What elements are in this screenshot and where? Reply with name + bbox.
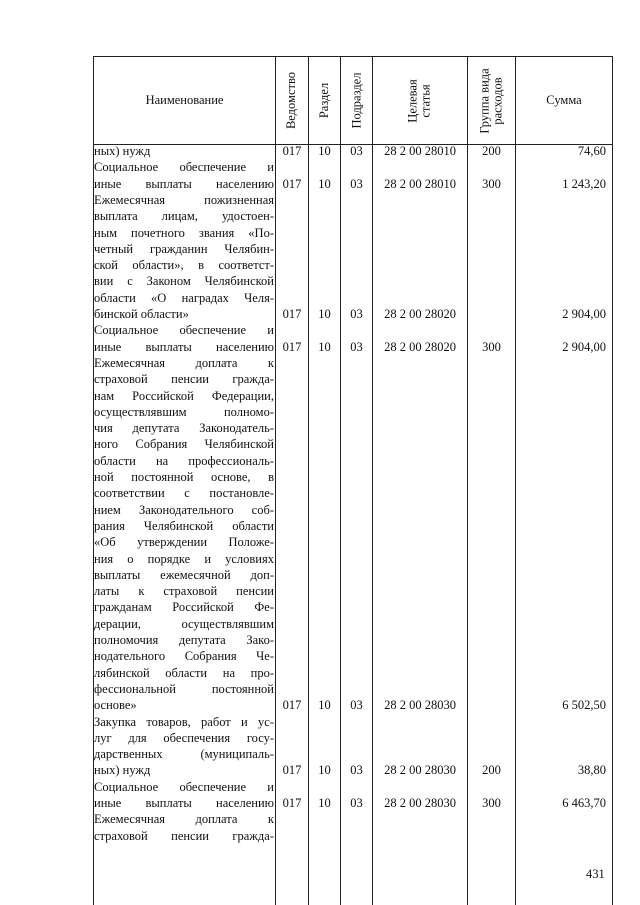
header-target-line2: статья [419,83,433,118]
name-text-line: Закупка товаров, работ и ус- [94,714,274,729]
name-text-line: выплаты ежемесячной доп- [94,567,274,582]
cell-dept: 017 [282,796,302,810]
header-sum-label: Сумма [546,93,582,107]
cell-subsection: 03 [350,796,363,810]
name-text-line: дерации, осуществлявшим [94,616,274,631]
cell-target: 28 2 00 28030 [384,796,456,810]
name-text-line: основе» [94,698,137,713]
cell-subsection: 03 [350,176,363,191]
name-text-line: ной постоянной основе, в [94,470,274,484]
cell-target: 28 2 00 28020 [384,307,456,321]
cell-target: 28 2 00 28030 [384,763,456,778]
name-text-line: ного Собрания Челябинской [94,437,274,452]
name-text-line: фессиональной постоянной [94,681,274,696]
header-sum [516,57,612,144]
cell-dept: 017 [282,144,302,158]
cell-target: 28 2 00 28020 [384,339,456,354]
name-text-line: дарственных (муниципаль- [94,747,274,762]
cell-expense-group [468,306,515,322]
cell-sum: 6 502,50 [562,698,606,713]
name-text-line: Социальное обеспечение и [94,779,274,794]
name-text-line: ных) нужд [94,144,151,158]
cell-target: 28 2 00 28010 [384,176,456,191]
name-text-line: вии с Законом Челябинской [94,274,274,289]
cell-dept: 017 [282,176,302,191]
name-text-line: Ежемесячная пожизненная [94,192,274,207]
cell-target: 28 2 00 28030 [384,698,456,713]
name-text-line: луг для обеспечения госу- [94,730,274,745]
page-number: 431 [586,867,605,881]
cell-expense-group: 200 [482,763,501,778]
cell-subsection: 03 [350,307,363,321]
cell-dept: 017 [282,339,302,354]
name-text-line: нам Российской Федерации, [94,388,274,403]
name-text-line: ных) нужд [94,763,151,778]
cell-dept: 017 [282,763,302,778]
cell-target: 28 2 00 28010 [384,144,456,158]
cell-section: 10 [318,339,331,354]
cell-section: 10 [318,763,331,778]
cell-dept: 017 [282,698,302,713]
name-text-line: выплата лицам, удостоен- [94,209,274,224]
cell-subsection: 03 [350,698,363,713]
header-expense-group-line2: расходов [490,76,505,125]
cell-expense-group [468,697,515,713]
header-expense-group-label [479,68,505,133]
cell-expense-group: 300 [482,176,501,191]
cell-section: 10 [318,796,331,810]
name-text-line: ской области», в соответст- [94,258,274,273]
cell-sum: 6 463,70 [562,796,606,810]
cell-section: 10 [318,307,331,321]
name-text-line: нием Законодательного соб- [94,502,274,517]
cell-sum: 2 904,00 [562,307,606,321]
name-text-line: Ежемесячная доплата к [94,812,274,827]
name-text-line: Социальное обеспечение и [94,323,274,338]
cell-section: 10 [318,144,331,158]
header-section-label: Раздел [317,82,332,119]
cell-sum: 38,80 [577,763,606,778]
header-dept-label: Ведомство [284,71,299,130]
cell-sum: 2 904,00 [562,339,606,354]
name-text-line: страховой пенсии гражда- [94,828,274,843]
name-text-line: области «О наградах Челя- [94,290,274,305]
name-text-line: полномочия депутата Зако- [94,633,274,647]
cell-dept: 017 [282,307,302,321]
name-text-line: соответствии с постановле- [94,486,274,501]
header-target [373,57,467,144]
name-text-line: рания Челябинской области [94,518,274,533]
cell-subsection: 03 [350,763,363,778]
header-section [309,57,340,144]
header-dept [276,57,308,144]
name-text-line: гражданам Российской Фе- [94,600,274,615]
header-subsection [341,57,372,144]
name-text-line: чия депутата Законодатель- [94,421,274,436]
cell-expense-group: 300 [482,796,501,810]
name-text-line: четный гражданин Челябин- [94,241,274,256]
name-text-line: лябинской области на про- [94,665,274,680]
name-text-line: иные выплаты населению [94,796,274,810]
cell-expense-group: 200 [482,144,501,158]
cell-sum: 1 243,20 [562,176,606,191]
name-text-line: «Об утверждении Положе- [94,535,274,550]
cell-section: 10 [318,698,331,713]
header-name [94,57,275,144]
header-expense-group-line1: Группа вида [477,67,492,134]
cell-subsection: 03 [350,339,363,354]
name-text-line: ния о порядке и условиях [94,551,274,566]
table-right-border [612,56,613,905]
cell-expense-group: 300 [482,339,501,354]
name-text-line: ным почетного звания «По- [94,225,274,240]
name-text-line: иные выплаты населению [94,176,274,191]
name-text-line: Ежемесячная доплата к [94,355,274,370]
name-text-line: нодательного Собрания Че- [94,649,274,664]
cell-sum: 74,60 [577,144,606,158]
header-target-line1: Целевая [406,78,420,123]
name-text-line: страховой пенсии гражда- [94,372,274,387]
name-text-line: осуществлявшим полномо- [94,404,274,419]
cell-section: 10 [318,176,331,191]
name-text-line: бинской области» [94,307,189,321]
name-text-line: иные выплаты населению [94,339,274,354]
cell-subsection: 03 [350,144,363,158]
name-text-line: области на профессиональ- [94,453,274,468]
header-target-label [407,79,433,122]
name-text-line: Социальное обеспечение и [94,160,274,175]
name-text-line: латы к страховой пенсии [94,584,274,599]
header-expense-group [468,57,515,144]
header-name-label: Наименование [145,93,224,107]
header-subsection-label: Подраздел [349,72,363,129]
